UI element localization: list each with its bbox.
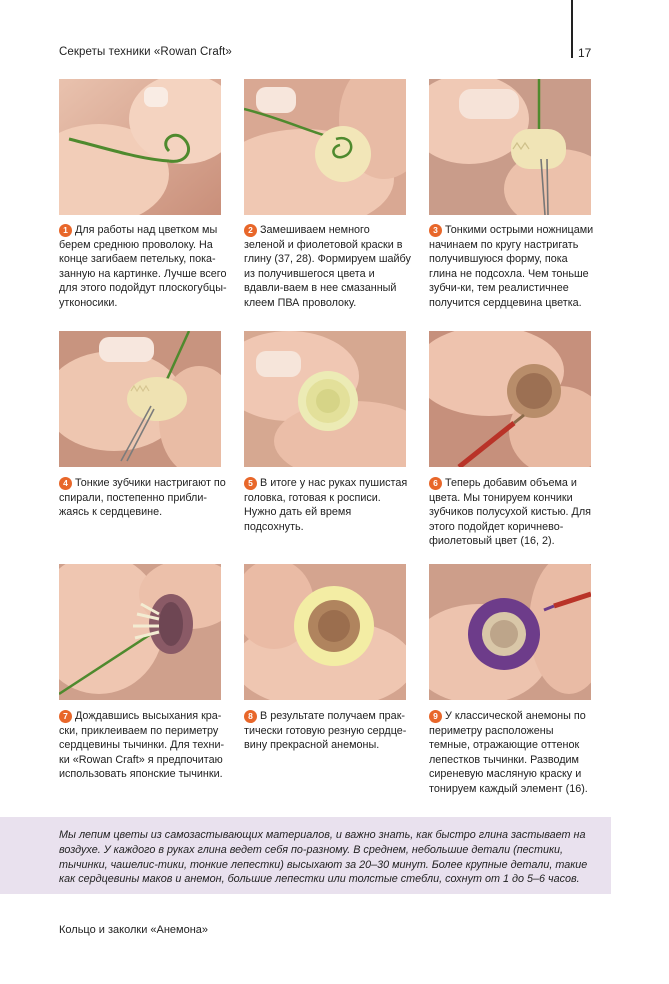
drying-time-note-text: Мы лепим цветы из самозастывающих материалов, и важно знать, как быстро глина застывает на воздухе. У каждого в руках глина ведет себя по-разному. В среднем, небольшие детали (пестики, тычинки, чашелис-тики, тонкие лепестки) высыхают за 20–30 минут. Более крупные детали, такие как сердцевины маков и анемон, большие лепестки или толстые стебли, сохнут от 1 до 5–6 часов. xyxy=(59,829,588,886)
step-4-caption xyxy=(59,476,227,520)
step-5-caption xyxy=(244,476,412,534)
page-number: 17 xyxy=(578,46,592,60)
step-3-text: Тонкими острыми ножницами начинаем по кругу настригать получившуюся форму, пока глина не подсохла. Чем тоньше зубчи-ки, тем реалистичнее получится сердцевина цветка. xyxy=(429,224,594,309)
running-footer: Кольцо и заколки «Анемона» xyxy=(59,924,209,936)
step-8-caption xyxy=(244,709,412,753)
step-1-photo xyxy=(59,79,221,215)
drying-time-note xyxy=(0,817,611,894)
step-3-badge: 3 xyxy=(429,224,442,237)
step-7-text: Дождавшись высыхания кра-ски, приклеиваем по периметру сердцевины тычинки. Для техни-ки «Rowan Craft» я предпочитаю использовать японские тычинки. xyxy=(59,710,225,781)
step-1-badge: 1 xyxy=(59,224,72,237)
step-5-badge: 5 xyxy=(244,477,257,490)
step-1-caption xyxy=(59,223,227,311)
step-6-badge: 6 xyxy=(429,477,442,490)
step-6-text: Теперь добавим объема и цвета. Мы тонируем кончики зубчиков полусухой кистью. Для этого подойдет коричнево-фиолетовый цвет (16, 2). xyxy=(429,477,591,548)
step-7-caption xyxy=(59,709,227,782)
step-3-caption xyxy=(429,223,597,311)
step-6-caption xyxy=(429,476,597,549)
step-1-text: Для работы над цветком мы берем среднюю проволоку. На конце загибаем петельку, пока-занную на картинке. Лучше всего для этого подойдут плоскогубцы-утконосики. xyxy=(59,224,227,309)
step-5-photo xyxy=(244,331,406,467)
step-7-badge: 7 xyxy=(59,710,72,723)
step-3-photo xyxy=(429,79,591,215)
step-9-caption xyxy=(429,709,597,797)
step-8-badge: 8 xyxy=(244,710,257,723)
header-rule xyxy=(571,0,573,58)
step-8-text: В результате получаем прак-тически готовую резную сердце-вину прекрасной анемоны. xyxy=(244,710,407,752)
step-9-badge: 9 xyxy=(429,710,442,723)
running-title: Секреты техники «Rowan Craft» xyxy=(59,46,232,58)
step-2-photo xyxy=(244,79,406,215)
step-2-text: Замешиваем немного зеленой и фиолетовой краски в глину (37, 28). Формируем шайбу из получившегося цвета и вдавли-ваем в нее смазанный клеем ПВА проволоку. xyxy=(244,224,411,309)
step-6-photo xyxy=(429,331,591,467)
step-2-badge: 2 xyxy=(244,224,257,237)
step-4-photo xyxy=(59,331,221,467)
step-4-badge: 4 xyxy=(59,477,72,490)
step-9-text: У классической анемоны по периметру расположены темные, отражающие оттенок лепестков тычинки. Разводим сиреневую масляную краску и тонируем каждый элемент (16). xyxy=(429,710,588,795)
step-2-caption xyxy=(244,223,412,311)
step-4-text: Тонкие зубчики настригают по спирали, постепенно прибли-жаясь к сердцевине. xyxy=(59,477,226,519)
step-8-photo xyxy=(244,564,406,700)
step-5-text: В итоге у нас руках пушистая головка, готовая к росписи. Нужно дать ей время подсохнуть. xyxy=(244,477,408,533)
step-9-photo xyxy=(429,564,591,700)
step-7-photo xyxy=(59,564,221,700)
